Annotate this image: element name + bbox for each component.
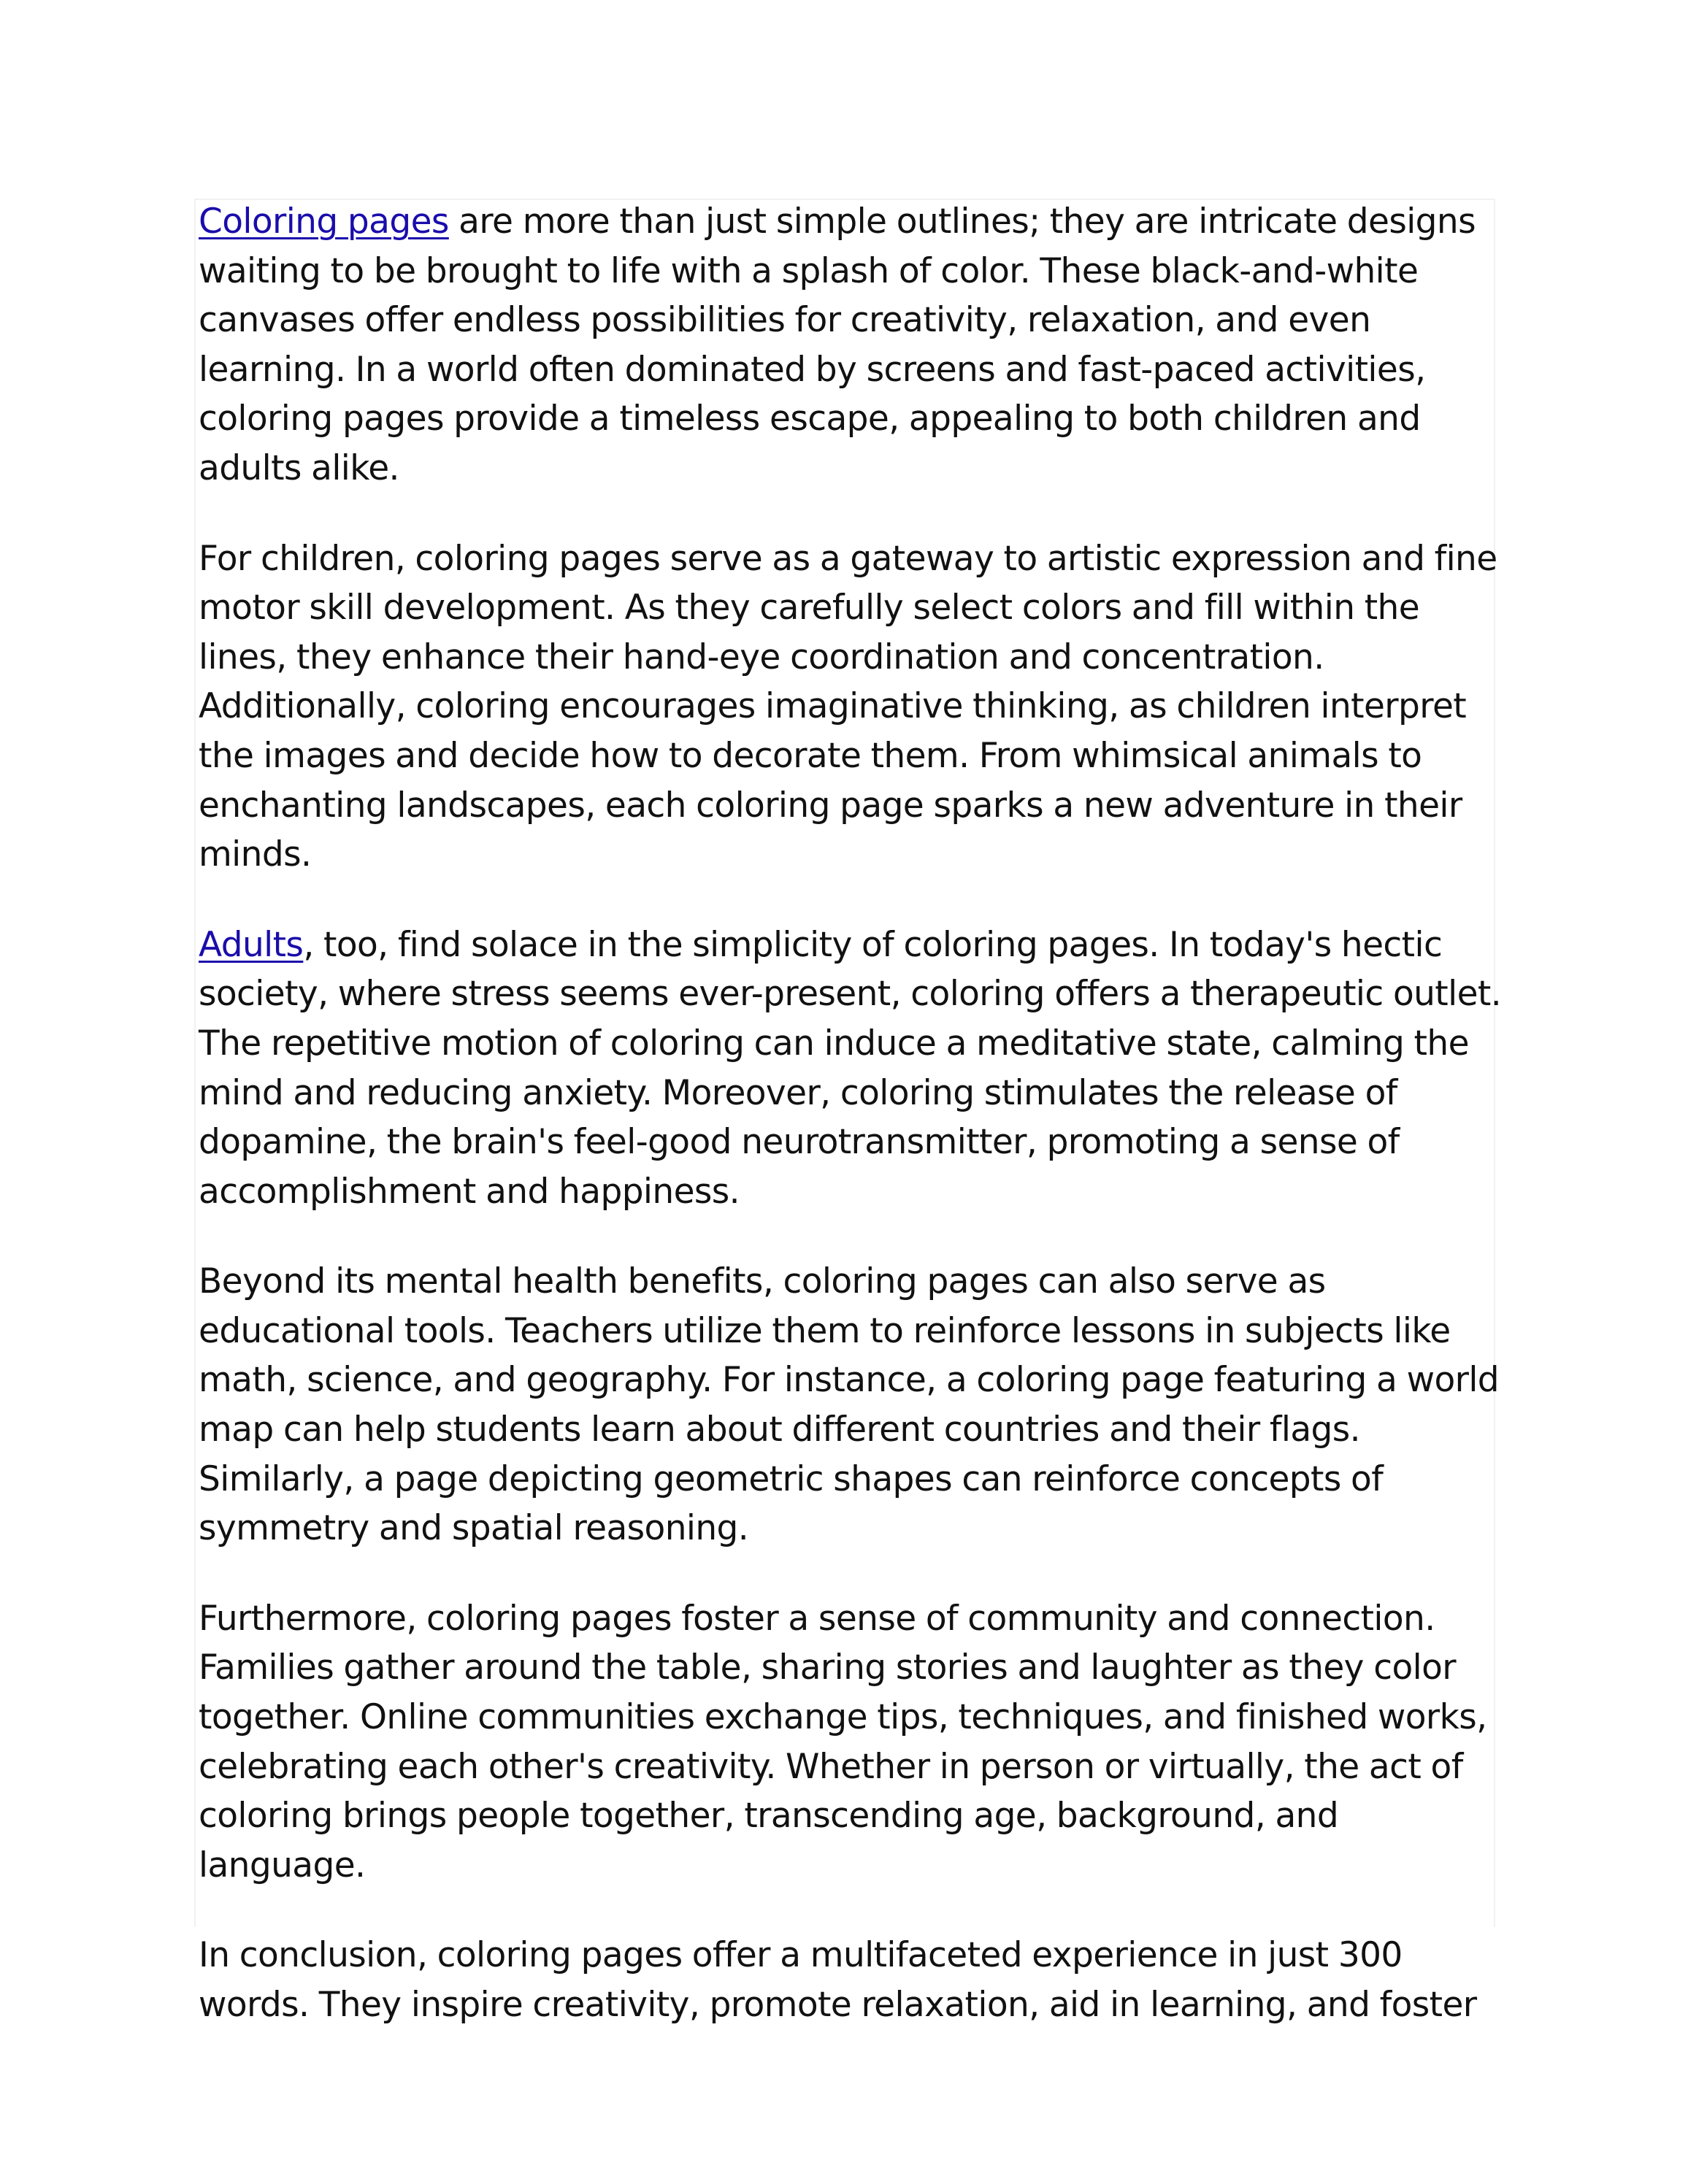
coloring-pages-link[interactable]: Coloring pages <box>199 201 449 242</box>
paragraph-conclusion: In conclusion, coloring pages offer a multifaceted experience in just 300 words. They inspire creativity, promote relaxation, aid in learning, and foster <box>199 1935 1477 2025</box>
paragraph-children: For children, coloring pages serve as a gateway to artistic expression and fine motor skill development. As they carefully select colors and fill within the lines, they enhance their hand-eye coordination and concentration. Additionally, coloring encourages imaginative thinking, as children interpret the images and decide how to decorate them. From whimsical animals to enchanting landscapes, each coloring page sparks a new adventure in their minds. <box>199 538 1497 875</box>
paragraph-adults-text: , too, find solace in the simplicity of coloring pages. In today's hectic society, where stress seems ever-present, coloring offers a therapeutic outlet. The repetitive motion of coloring can induce a meditative state, calming the mind and reducing anxiety. Moreover, coloring stimulates the release of dopamine, the brain's feel-good neurotransmitter, promoting a sense of accomplishment and happiness. <box>199 924 1502 1212</box>
article-body <box>199 197 1505 2071</box>
paragraph-community: Furthermore, coloring pages foster a sense of community and connection. Families gather around the table, sharing stories and laughter as they color together. Online communities exchange tips, techniques, and finished works, celebrating each other's creativity. Whether in person or virtually, the act of coloring brings people together, transcending age, background, and language. <box>199 1598 1487 1885</box>
paragraph-intro-text: are more than just simple outlines; they are intricate designs waiting to be brought to life with a splash of color. These black-and-white canvases offer endless possibilities for creativity, relaxation, and even learning. In a world often dominated by screens and fast-paced activities, coloring pages provide a timeless escape, appealing to both children and adults alike. <box>199 201 1476 488</box>
paragraph-intro <box>199 197 1505 493</box>
paragraph-adults <box>199 920 1505 1217</box>
paragraph-education: Beyond its mental health benefits, coloring pages can also serve as educational tools. Teachers utilize them to reinforce lessons in subjects like math, science, and geography. For instance, a coloring page featuring a world map can help students learn about different countries and their flags. Similarly, a page depicting geometric shapes can reinforce concepts of symmetry and spatial reasoning. <box>199 1261 1500 1549</box>
adults-link[interactable]: Adults <box>199 924 304 965</box>
